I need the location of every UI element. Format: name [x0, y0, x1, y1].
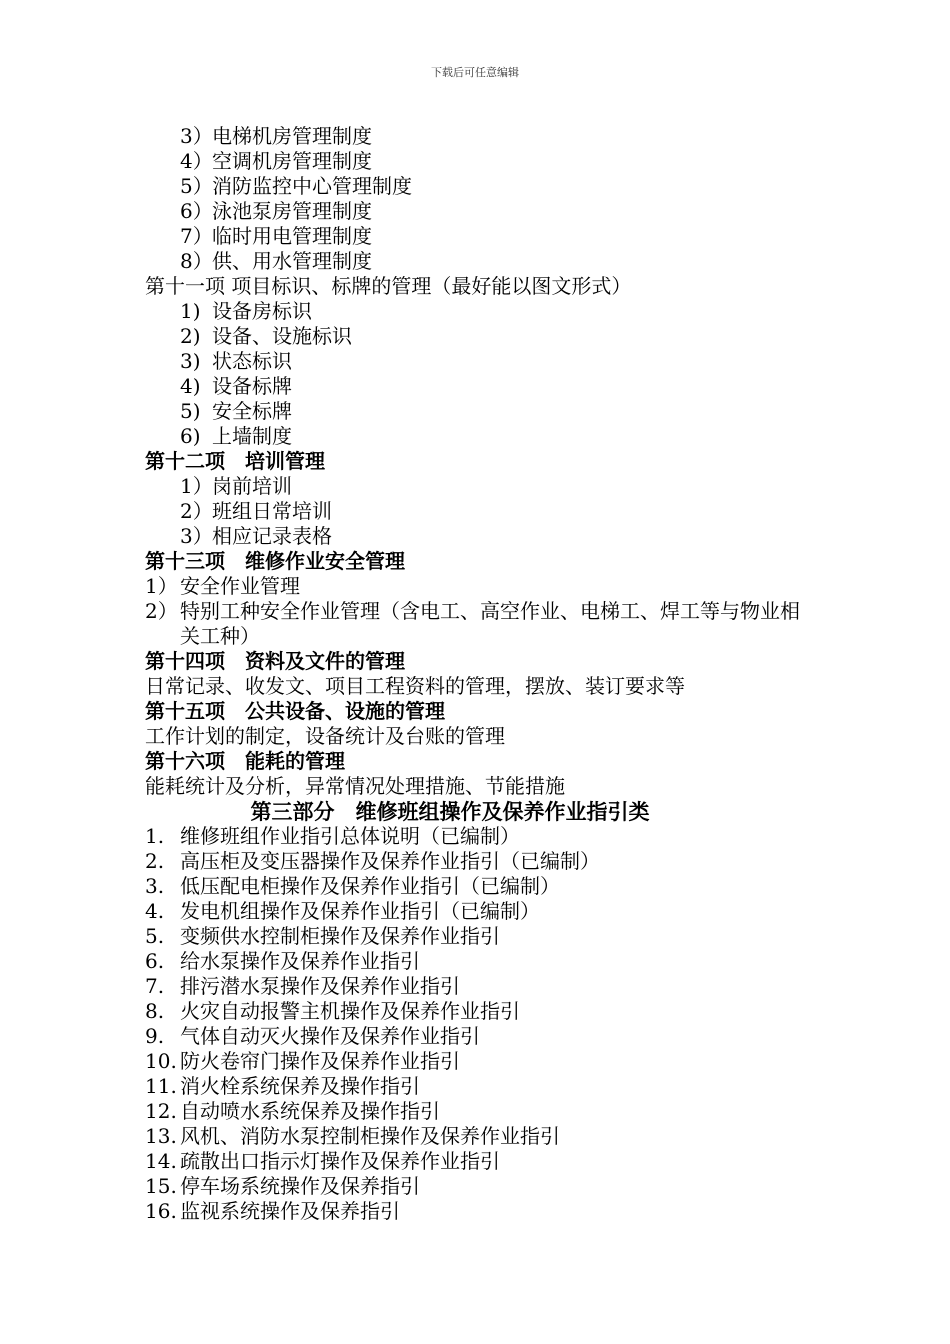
- item-text: 安全标牌: [212, 399, 292, 423]
- list-item: [145, 499, 825, 524]
- item-number: 2）: [180, 499, 213, 523]
- list-item: [145, 924, 825, 949]
- item-number: 3.: [145, 874, 165, 898]
- item-text: 电梯机房管理制度: [212, 124, 372, 148]
- item-text: 特别工种安全作业管理（含电工、高空作业、电梯工、焊工等与物业相关工种）: [180, 599, 800, 648]
- list-item: [145, 1174, 825, 1199]
- item-number: 6）: [180, 199, 213, 223]
- item-text: 火灾自动报警主机操作及保养作业指引: [180, 999, 520, 1023]
- list-item: [145, 374, 825, 399]
- page-header: 下载后可任意编辑: [431, 66, 519, 79]
- item-text: 上墙制度: [212, 424, 292, 448]
- item-number: 2.: [145, 849, 165, 873]
- item-number: 15.: [145, 1174, 177, 1198]
- item-number: 5.: [145, 924, 165, 948]
- list-item: [145, 1149, 825, 1174]
- list-item: [145, 949, 825, 974]
- item-text: 风机、消防水泵控制柜操作及保养作业指引: [180, 1124, 560, 1148]
- item-number: 10.: [145, 1049, 177, 1073]
- item-text: 维修班组作业指引总体说明（已编制）: [180, 824, 520, 848]
- list-item: [145, 1074, 825, 1099]
- list-item: [145, 1124, 825, 1149]
- item-text: 消火栓系统保养及操作指引: [180, 1074, 420, 1098]
- item-number: 3）: [180, 124, 213, 148]
- item-number: 6): [180, 424, 201, 448]
- section-14-title: 第十四项 资料及文件的管理: [145, 649, 405, 673]
- list-item: [145, 224, 825, 249]
- item-text: 给水泵操作及保养作业指引: [180, 949, 420, 973]
- item-text: 防火卷帘门操作及保养作业指引: [180, 1049, 460, 1073]
- list-item: [145, 1024, 825, 1049]
- item-text: 空调机房管理制度: [212, 149, 372, 173]
- list-item: [145, 899, 825, 924]
- item-text: 自动喷水系统保养及操作指引: [180, 1099, 440, 1123]
- list-item: [145, 324, 825, 349]
- list-item: [145, 874, 825, 899]
- list-item: [145, 299, 825, 324]
- item-number: 16.: [145, 1199, 177, 1223]
- section-13-title: 第十三项 维修作业安全管理: [145, 549, 405, 573]
- list-item: [145, 174, 825, 199]
- list-item: [145, 574, 825, 599]
- document-body: [145, 124, 825, 1224]
- item-text: 状态标识: [212, 349, 292, 373]
- item-text: 排污潜水泵操作及保养作业指引: [180, 974, 460, 998]
- item-text: 泳池泵房管理制度: [212, 199, 372, 223]
- item-text: 相应记录表格: [212, 524, 332, 548]
- list-item: [145, 474, 825, 499]
- section-15-title: 第十五项 公共设备、设施的管理: [145, 699, 445, 723]
- item-text: 气体自动灭火操作及保养作业指引: [180, 1024, 480, 1048]
- list-item: [145, 199, 825, 224]
- section-16-title: 第十六项 能耗的管理: [145, 749, 345, 773]
- list-item: [145, 849, 825, 874]
- list-item: [145, 1199, 825, 1224]
- list-item: [145, 824, 825, 849]
- list-item: [145, 149, 825, 174]
- item-number: 2): [180, 324, 201, 348]
- item-number: 5）: [180, 174, 213, 198]
- part-3-title: 第三部分 维修班组操作及保养作业指引类: [250, 799, 650, 824]
- item-number: 7）: [180, 224, 213, 248]
- list-item: [145, 974, 825, 999]
- item-number: 9.: [145, 1024, 165, 1048]
- list-item: [145, 249, 825, 274]
- section-12-title: 第十二项 培训管理: [145, 449, 325, 473]
- item-text: 岗前培训: [212, 474, 292, 498]
- list-item: [145, 1099, 825, 1124]
- item-text: 变频供水控制柜操作及保养作业指引: [180, 924, 500, 948]
- item-text: 停车场系统操作及保养指引: [180, 1174, 420, 1198]
- section-11-title: 第十一项 项目标识、标牌的管理（最好能以图文形式）: [145, 274, 632, 298]
- list-item: [145, 1049, 825, 1074]
- item-text: 设备标牌: [212, 374, 292, 398]
- item-number: 3）: [180, 524, 213, 548]
- item-number: 5): [180, 399, 201, 423]
- item-text: 安全作业管理: [180, 574, 300, 598]
- item-text: 监视系统操作及保养指引: [180, 1199, 400, 1223]
- item-number: 1）: [145, 574, 178, 598]
- item-text: 班组日常培训: [212, 499, 332, 523]
- list-item: [145, 524, 825, 549]
- item-number: 1.: [145, 824, 165, 848]
- item-text: 供、用水管理制度: [212, 249, 372, 273]
- item-number: 1）: [180, 474, 213, 498]
- list-item: [145, 124, 825, 149]
- item-number: 13.: [145, 1124, 177, 1148]
- item-number: 1): [180, 299, 201, 323]
- item-text: 消防监控中心管理制度: [212, 174, 412, 198]
- list-item: [145, 349, 825, 374]
- item-number: 4): [180, 374, 201, 398]
- list-item: [145, 399, 825, 424]
- item-text: 低压配电柜操作及保养作业指引（已编制）: [180, 874, 560, 898]
- item-number: 14.: [145, 1149, 177, 1173]
- item-text: 发电机组操作及保养作业指引（已编制）: [180, 899, 540, 923]
- item-text: 临时用电管理制度: [212, 224, 372, 248]
- item-number: 4）: [180, 149, 213, 173]
- item-text: 设备、设施标识: [212, 324, 352, 348]
- item-number: 12.: [145, 1099, 177, 1123]
- item-text: 疏散出口指示灯操作及保养作业指引: [180, 1149, 500, 1173]
- item-number: 6.: [145, 949, 165, 973]
- item-text: 高压柜及变压器操作及保养作业指引（已编制）: [180, 849, 600, 873]
- list-item: [145, 599, 825, 649]
- list-item: [145, 424, 825, 449]
- item-number: 4.: [145, 899, 165, 923]
- item-number: 11.: [145, 1074, 177, 1098]
- item-number: 8.: [145, 999, 165, 1023]
- item-text: 设备房标识: [212, 299, 312, 323]
- list-item: [145, 999, 825, 1024]
- item-number: 3): [180, 349, 201, 373]
- section-15-body: 工作计划的制定，设备统计及台账的管理: [145, 724, 505, 748]
- item-number: 7.: [145, 974, 165, 998]
- item-number: 2）: [145, 599, 178, 623]
- item-number: 8）: [180, 249, 213, 273]
- section-14-body: 日常记录、收发文、项目工程资料的管理，摆放、装订要求等: [145, 674, 685, 698]
- section-16-body: 能耗统计及分析，异常情况处理措施、节能措施: [145, 774, 565, 798]
